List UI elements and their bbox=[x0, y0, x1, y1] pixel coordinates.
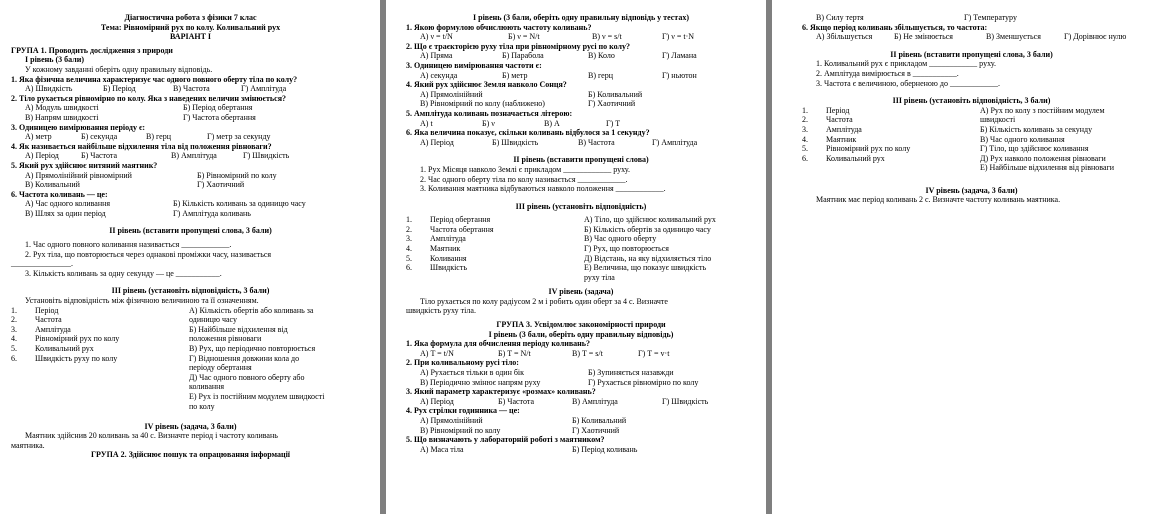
level-heading: ІІ рівень (вставити пропущені слова, 3 бали) bbox=[109, 226, 272, 236]
level-heading: ІІ рівень (вставити пропущені слова) bbox=[513, 155, 649, 165]
matching-left-column: Період обертання Частота обертання Амплітуда Маятник Коливання Швидкість bbox=[430, 215, 494, 273]
level-heading: ІІІ рівень (установіть відповідність) bbox=[515, 201, 647, 211]
task-text: Тіло рухається по колу радіусом 2 м і робить один оберт за 4 с. Визначте bbox=[420, 296, 668, 306]
question: 5. Який рух здійснює нитяний маятник? bbox=[11, 160, 158, 170]
fill-in-item: 2. Час одного оберту тіла по колу називається ____________. bbox=[420, 174, 628, 184]
task-text: Маятник має період коливань 2 с. Визначте частоту коливань маятника. bbox=[816, 195, 1061, 205]
answer-row: А) Період Б) Частота В) Амплітуда Г) Швидкість bbox=[25, 151, 290, 161]
matching-table bbox=[406, 215, 756, 287]
level-heading: ІІІ рівень (установіть відповідність, 3 бали) bbox=[111, 286, 270, 296]
level-heading: І рівень (3 бали) bbox=[25, 55, 84, 65]
matching-right-column: А) Тіло, що здійснює коливальний рух Б) Кількість обертів за одиницю часу В) Час одного оберту Г) Рух, що повторюється Д) Відстань, на яку відхиляється тіло Е) Величина, що показує швидкість руху тіла bbox=[584, 215, 716, 282]
answer-row: А) секунда Б) метр В) герц Г) ньютон bbox=[420, 70, 697, 80]
level-heading: ІІ рівень (вставити пропущені слова, 3 бали) bbox=[890, 49, 1053, 59]
question: 6. Якщо період коливань збільшується, то частота: bbox=[802, 22, 988, 32]
question: 6. Яка величина показує, скільки коливань відбулося за 1 секунду? bbox=[406, 128, 650, 138]
doc-variant: ВАРІАНТ І bbox=[169, 32, 212, 42]
level-heading: IV рівень (задача) bbox=[548, 287, 614, 297]
level-heading: ІІІ рівень (установіть відповідність, 3 бали) bbox=[892, 96, 1051, 106]
question: 1. Яка фізична величина характеризує час одного повного оберту тіла по колу? bbox=[11, 74, 298, 84]
question: 3. Одиницею вимірювання частоти є: bbox=[406, 60, 542, 70]
question: 3. Який параметр характеризує «розмах» коливань? bbox=[406, 387, 596, 397]
matching-numbers: 1. 2. 3. 4. 5. 6. bbox=[406, 215, 412, 273]
question: 5. Що визначають у лабораторній роботі з маятником? bbox=[406, 435, 605, 445]
fill-in-item: 3. Коливання маятника відбуваються навколо положення ____________. bbox=[420, 184, 666, 194]
answer-row: В) Шлях за один період Г) Амплітуда коливань bbox=[25, 208, 251, 218]
group-heading: ГРУПА 3. Усвідомлює закономірності природи bbox=[496, 320, 666, 330]
matching-left-column: Період Частота Амплітуда Маятник Рівномірний рух по колу Коливальний рух bbox=[826, 105, 911, 163]
matching-numbers: 1. 2. 3. 4. 5. 6. bbox=[802, 105, 808, 163]
answer-row: В) Рівномірний по колу Г) Хаотичний bbox=[420, 425, 620, 435]
answer-row: А) Прямолінійний Б) Коливальний bbox=[420, 89, 643, 99]
task-text: маятника. bbox=[11, 440, 45, 450]
question: 4. Рух стрілки годинника — це: bbox=[406, 406, 520, 416]
question: 2. Тіло рухається рівномірно по колу. Яка з наведених величин змінюється? bbox=[11, 93, 287, 103]
question: 2. При коливальному русі тіло: bbox=[406, 358, 519, 368]
matching-table bbox=[11, 306, 370, 422]
document-page-2 bbox=[386, 0, 766, 514]
doc-topic: Тема: Рівномірний рух по колу. Коливальний рух bbox=[100, 22, 281, 32]
question: 3. Одиницею вимірювання періоду є: bbox=[11, 122, 146, 132]
group-heading: ГРУПА 1. Проводить дослідження з природи bbox=[11, 45, 173, 55]
answer-row: А) Період Б) Швидкість В) Частота Г) Амплітуда bbox=[420, 137, 698, 147]
matching-table bbox=[802, 106, 1141, 182]
question: 4. Який рух здійснює Земля навколо Сонця? bbox=[406, 80, 567, 90]
answer-row: А) Рухається тільки в один бік Б) Зупиняється назавжди bbox=[420, 368, 674, 378]
answer-row: А) ν = t/N Б) ν = N/t В) ν = s/t Г) ν = t·N bbox=[420, 32, 695, 42]
answer-row: А) Прямолінійний Б) Коливальний bbox=[420, 416, 627, 425]
question: 6. Частота коливань — це: bbox=[11, 189, 108, 199]
instruction: У кожному завданні оберіть одну правильну відповідь. bbox=[25, 64, 213, 74]
answer-row: В) Силу тертя Г) Температуру bbox=[816, 13, 1017, 22]
document-page-1 bbox=[0, 0, 380, 514]
level-heading: І рівень (3 бали, оберіть одну правильну відповідь у тестах) bbox=[473, 13, 689, 22]
answer-row: А) Модуль швидкості Б) Період обертання bbox=[25, 103, 253, 113]
fill-in-item: 3. Частота є величиною, оберненою до ____________. bbox=[816, 78, 1000, 88]
question: 1. Яка формула для обчислення періоду коливань? bbox=[406, 339, 590, 349]
question: 2. Що є траєкторією руху тіла при рівномірному русі по колу? bbox=[406, 41, 631, 51]
fill-in-blank: _______________. bbox=[11, 259, 73, 269]
fill-in-item: 3. Кількість коливань за одну секунду — це ___________. bbox=[25, 268, 222, 278]
answer-row: А) Швидкість Б) Період В) Частота Г) Амплітуда bbox=[25, 84, 287, 94]
answer-row: А) Прямолінійний рівномірний Б) Рівномірний по колу bbox=[25, 170, 277, 180]
question: 4. Як називається найбільше відхилення тіла від положення рівноваги? bbox=[11, 141, 272, 151]
fill-in-item: 1. Рух Місяця навколо Землі є прикладом ____________ руху. bbox=[420, 164, 630, 174]
group-heading: ГРУПА 2. Здійснює пошук та опрацювання інформації bbox=[90, 450, 291, 460]
level-heading: IV рівень (задача, 3 бали) bbox=[925, 185, 1018, 195]
answer-row: А) Пряма Б) Парабола В) Коло Г) Ламана bbox=[420, 51, 697, 61]
matching-right-column: А) Кількість обертів або коливань за одиницю часу Б) Найбільше відхилення від положення рівноваги В) Рух, що періодично повторюється Г) Відношення довжини кола до періоду обертання Д) Час одного повного оберту або коливання Е) Рух із постійним модулем швидкості по колу bbox=[189, 305, 325, 411]
answer-row: В) Напрям швидкості Г) Частота обертання bbox=[25, 112, 256, 122]
answer-row: А) Період Б) Частота В) Амплітуда Г) Швидкість bbox=[420, 396, 709, 406]
document-page-3 bbox=[772, 0, 1149, 514]
matching-right-column: А) Рух по колу з постійним модулем швидкості Б) Кількість коливань за секунду В) Час одного коливання Г) Тіло, що здійснює коливання Д) Рух навколо положення рівноваги Е) Найбільше відхилення від рівноваги bbox=[980, 105, 1115, 173]
answer-row: А) Час одного коливання Б) Кількість коливань за одиницю часу bbox=[25, 199, 306, 209]
doc-title: Діагностична робота з фізики 7 клас bbox=[124, 13, 257, 22]
fill-in-item: 2. Амплітуда вимірюється в ___________. bbox=[816, 68, 959, 78]
level-heading: І рівень (3 бали, оберіть одну правильну відповідь) bbox=[488, 329, 674, 339]
answer-row: А) Збільшується Б) Не змінюється В) Зменшується Г) Дорівнює нулю bbox=[816, 32, 1127, 42]
task-text: швидкість руху тіла. bbox=[406, 306, 476, 316]
answer-row: В) Періодично змінює напрям руху Г) Рухається рівномірно по колу bbox=[420, 377, 699, 387]
matching-numbers: 1. 2. 3. 4. 5. 6. bbox=[11, 305, 17, 363]
level-heading: IV рівень (задача, 3 бали) bbox=[144, 421, 237, 431]
fill-in-item: 1. Час одного повного коливання називається ____________. bbox=[25, 240, 232, 250]
fill-in-item: 1. Коливальний рух є прикладом ____________ руху. bbox=[816, 59, 996, 69]
fill-in-item: 2. Рух тіла, що повторюється через однакові проміжки часу, називається bbox=[25, 249, 272, 259]
question: 5. Амплітуда коливань позначається літерою: bbox=[406, 108, 573, 118]
task-text: Маятник здійснив 20 коливань за 40 с. Визначте період і частоту коливань bbox=[25, 431, 278, 441]
answer-row: В) Рівномірний по колу (наближено) Г) Хаотичний bbox=[420, 99, 636, 109]
answer-row: В) Коливальний Г) Хаотичний bbox=[25, 180, 245, 190]
question: 1. Якою формулою обчислюють частоту коливань? bbox=[406, 22, 592, 32]
answer-row: А) T = t/N Б) T = N/t В) T = s/t Г) T = v·t bbox=[420, 348, 670, 358]
answer-row: А) Маса тіла Б) Період коливань bbox=[420, 444, 638, 454]
instruction: Установіть відповідність між фізичною величиною та її означенням. bbox=[25, 296, 259, 306]
matching-left-column: Період Частота Амплітуда Рівномірний рух по колу Коливальний рух Швидкість руху по колу bbox=[35, 305, 120, 363]
answer-row: А) метр Б) секунда В) герц Г) метр за секунду bbox=[25, 132, 271, 142]
answer-row: А) t Б) ν В) A Г) T bbox=[420, 118, 621, 128]
